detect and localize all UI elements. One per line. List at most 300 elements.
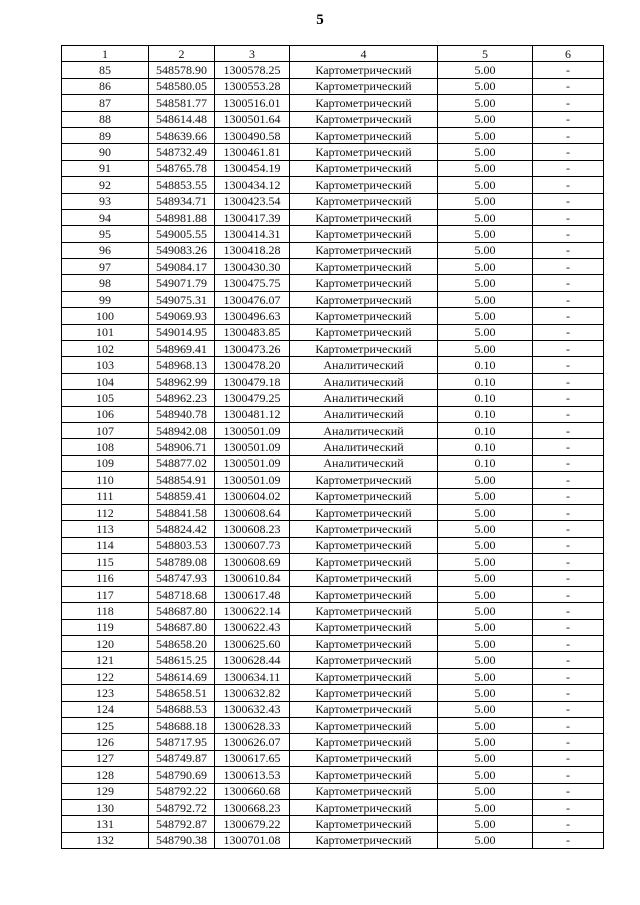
table-row (62, 95, 604, 111)
y-coordinate-cell: 1300483.85 (215, 324, 290, 340)
table-header-row (62, 46, 604, 62)
point-number-cell: 94 (62, 209, 149, 225)
accuracy-cell: 5.00 (438, 799, 533, 815)
note-cell: - (533, 341, 604, 357)
table-row (62, 406, 604, 422)
y-coordinate-cell: 1300613.53 (215, 767, 290, 783)
note-cell: - (533, 160, 604, 176)
y-coordinate-cell: 1300628.33 (215, 718, 290, 734)
y-coordinate-cell: 1300634.11 (215, 668, 290, 684)
accuracy-cell: 5.00 (438, 291, 533, 307)
x-coordinate-cell: 548658.51 (149, 685, 215, 701)
note-cell: - (533, 127, 604, 143)
point-number-cell: 91 (62, 160, 149, 176)
y-coordinate-cell: 1300701.08 (215, 832, 290, 848)
y-coordinate-cell: 1300476.07 (215, 291, 290, 307)
x-coordinate-cell: 548853.55 (149, 177, 215, 193)
accuracy-cell: 5.00 (438, 111, 533, 127)
point-number-cell: 97 (62, 259, 149, 275)
note-cell: - (533, 95, 604, 111)
table-row (62, 439, 604, 455)
note-cell: - (533, 373, 604, 389)
accuracy-cell: 5.00 (438, 160, 533, 176)
point-number-cell: 125 (62, 718, 149, 734)
note-cell: - (533, 750, 604, 766)
table-row (62, 537, 604, 553)
y-coordinate-cell: 1300501.09 (215, 422, 290, 438)
method-cell: Картометрический (290, 160, 438, 176)
note-cell: - (533, 422, 604, 438)
method-cell: Картометрический (290, 78, 438, 94)
note-cell: - (533, 275, 604, 291)
table-row (62, 193, 604, 209)
column-header: 4 (290, 46, 438, 62)
note-cell: - (533, 504, 604, 520)
table-row (62, 242, 604, 258)
table-row (62, 816, 604, 832)
accuracy-cell: 5.00 (438, 78, 533, 94)
table-row (62, 177, 604, 193)
x-coordinate-cell: 549005.55 (149, 226, 215, 242)
note-cell: - (533, 537, 604, 553)
accuracy-cell: 0.10 (438, 406, 533, 422)
table-row (62, 718, 604, 734)
table-row (62, 504, 604, 520)
table-body (62, 62, 604, 849)
accuracy-cell: 5.00 (438, 537, 533, 553)
accuracy-cell: 5.00 (438, 62, 533, 78)
note-cell: - (533, 636, 604, 652)
y-coordinate-cell: 1300553.28 (215, 78, 290, 94)
y-coordinate-cell: 1300501.09 (215, 439, 290, 455)
point-number-cell: 111 (62, 488, 149, 504)
accuracy-cell: 5.00 (438, 783, 533, 799)
x-coordinate-cell: 548940.78 (149, 406, 215, 422)
point-number-cell: 116 (62, 570, 149, 586)
x-coordinate-cell: 548789.08 (149, 554, 215, 570)
note-cell: - (533, 291, 604, 307)
note-cell: - (533, 734, 604, 750)
point-number-cell: 115 (62, 554, 149, 570)
method-cell: Картометрический (290, 570, 438, 586)
point-number-cell: 110 (62, 472, 149, 488)
y-coordinate-cell: 1300626.07 (215, 734, 290, 750)
method-cell: Аналитический (290, 439, 438, 455)
x-coordinate-cell: 548688.18 (149, 718, 215, 734)
table-row (62, 422, 604, 438)
y-coordinate-cell: 1300414.31 (215, 226, 290, 242)
page-number: 5 (316, 12, 324, 28)
point-number-cell: 126 (62, 734, 149, 750)
accuracy-cell: 5.00 (438, 324, 533, 340)
y-coordinate-cell: 1300501.09 (215, 472, 290, 488)
x-coordinate-cell: 549075.31 (149, 291, 215, 307)
x-coordinate-cell: 548688.53 (149, 701, 215, 717)
y-coordinate-cell: 1300632.82 (215, 685, 290, 701)
x-coordinate-cell: 548580.05 (149, 78, 215, 94)
column-header: 5 (438, 46, 533, 62)
table-row (62, 324, 604, 340)
x-coordinate-cell: 548614.48 (149, 111, 215, 127)
x-coordinate-cell: 548581.77 (149, 95, 215, 111)
method-cell: Аналитический (290, 406, 438, 422)
y-coordinate-cell: 1300475.75 (215, 275, 290, 291)
note-cell: - (533, 357, 604, 373)
accuracy-cell: 5.00 (438, 308, 533, 324)
point-number-cell: 106 (62, 406, 149, 422)
accuracy-cell: 5.00 (438, 636, 533, 652)
accuracy-cell: 5.00 (438, 242, 533, 258)
point-number-cell: 96 (62, 242, 149, 258)
table-row (62, 209, 604, 225)
accuracy-cell: 5.00 (438, 734, 533, 750)
method-cell: Картометрический (290, 209, 438, 225)
note-cell: - (533, 619, 604, 635)
method-cell: Аналитический (290, 455, 438, 471)
method-cell: Картометрический (290, 816, 438, 832)
x-coordinate-cell: 548792.72 (149, 799, 215, 815)
table-row (62, 127, 604, 143)
note-cell: - (533, 767, 604, 783)
accuracy-cell: 5.00 (438, 95, 533, 111)
column-header: 1 (62, 46, 149, 62)
method-cell: Картометрический (290, 193, 438, 209)
table-row (62, 685, 604, 701)
y-coordinate-cell: 1300479.25 (215, 390, 290, 406)
point-number-cell: 113 (62, 521, 149, 537)
accuracy-cell: 5.00 (438, 554, 533, 570)
y-coordinate-cell: 1300516.01 (215, 95, 290, 111)
accuracy-cell: 5.00 (438, 619, 533, 635)
x-coordinate-cell: 549083.26 (149, 242, 215, 258)
accuracy-cell: 5.00 (438, 750, 533, 766)
note-cell: - (533, 111, 604, 127)
x-coordinate-cell: 549084.17 (149, 259, 215, 275)
point-number-cell: 87 (62, 95, 149, 111)
table-row (62, 259, 604, 275)
y-coordinate-cell: 1300481.12 (215, 406, 290, 422)
point-number-cell: 103 (62, 357, 149, 373)
accuracy-cell: 5.00 (438, 226, 533, 242)
x-coordinate-cell: 548877.02 (149, 455, 215, 471)
accuracy-cell: 5.00 (438, 718, 533, 734)
x-coordinate-cell: 548639.66 (149, 127, 215, 143)
method-cell: Картометрический (290, 291, 438, 307)
y-coordinate-cell: 1300617.65 (215, 750, 290, 766)
point-number-cell: 128 (62, 767, 149, 783)
point-number-cell: 85 (62, 62, 149, 78)
method-cell: Картометрический (290, 62, 438, 78)
method-cell: Картометрический (290, 537, 438, 553)
y-coordinate-cell: 1300430.30 (215, 259, 290, 275)
note-cell: - (533, 554, 604, 570)
x-coordinate-cell: 548969.41 (149, 341, 215, 357)
x-coordinate-cell: 548615.25 (149, 652, 215, 668)
accuracy-cell: 5.00 (438, 259, 533, 275)
y-coordinate-cell: 1300625.60 (215, 636, 290, 652)
point-number-cell: 86 (62, 78, 149, 94)
accuracy-cell: 5.00 (438, 570, 533, 586)
point-number-cell: 127 (62, 750, 149, 766)
accuracy-cell: 0.10 (438, 390, 533, 406)
method-cell: Картометрический (290, 554, 438, 570)
note-cell: - (533, 439, 604, 455)
y-coordinate-cell: 1300578.25 (215, 62, 290, 78)
accuracy-cell: 5.00 (438, 472, 533, 488)
accuracy-cell: 5.00 (438, 488, 533, 504)
method-cell: Картометрический (290, 242, 438, 258)
x-coordinate-cell: 548765.78 (149, 160, 215, 176)
note-cell: - (533, 668, 604, 684)
note-cell: - (533, 472, 604, 488)
y-coordinate-cell: 1300668.23 (215, 799, 290, 815)
note-cell: - (533, 521, 604, 537)
table-row (62, 767, 604, 783)
note-cell: - (533, 242, 604, 258)
y-coordinate-cell: 1300608.23 (215, 521, 290, 537)
y-coordinate-cell: 1300417.39 (215, 209, 290, 225)
y-coordinate-cell: 1300608.69 (215, 554, 290, 570)
method-cell: Картометрический (290, 259, 438, 275)
x-coordinate-cell: 548658.20 (149, 636, 215, 652)
x-coordinate-cell: 548859.41 (149, 488, 215, 504)
note-cell: - (533, 455, 604, 471)
point-number-cell: 100 (62, 308, 149, 324)
accuracy-cell: 5.00 (438, 603, 533, 619)
method-cell: Аналитический (290, 422, 438, 438)
method-cell: Картометрический (290, 636, 438, 652)
note-cell: - (533, 718, 604, 734)
method-cell: Аналитический (290, 357, 438, 373)
point-number-cell: 123 (62, 685, 149, 701)
method-cell: Картометрический (290, 652, 438, 668)
x-coordinate-cell: 548790.38 (149, 832, 215, 848)
note-cell: - (533, 603, 604, 619)
method-cell: Картометрический (290, 619, 438, 635)
point-number-cell: 105 (62, 390, 149, 406)
method-cell: Картометрический (290, 341, 438, 357)
method-cell: Картометрический (290, 504, 438, 520)
x-coordinate-cell: 548968.13 (149, 357, 215, 373)
y-coordinate-cell: 1300490.58 (215, 127, 290, 143)
point-number-cell: 109 (62, 455, 149, 471)
point-number-cell: 101 (62, 324, 149, 340)
method-cell: Картометрический (290, 832, 438, 848)
x-coordinate-cell: 548934.71 (149, 193, 215, 209)
point-number-cell: 130 (62, 799, 149, 815)
y-coordinate-cell: 1300628.44 (215, 652, 290, 668)
x-coordinate-cell: 548790.69 (149, 767, 215, 783)
x-coordinate-cell: 548749.87 (149, 750, 215, 766)
x-coordinate-cell: 548854.91 (149, 472, 215, 488)
x-coordinate-cell: 548841.58 (149, 504, 215, 520)
x-coordinate-cell: 549069.93 (149, 308, 215, 324)
point-number-cell: 99 (62, 291, 149, 307)
table-row (62, 111, 604, 127)
accuracy-cell: 5.00 (438, 209, 533, 225)
point-number-cell: 129 (62, 783, 149, 799)
note-cell: - (533, 78, 604, 94)
y-coordinate-cell: 1300418.28 (215, 242, 290, 258)
accuracy-cell: 5.00 (438, 177, 533, 193)
point-number-cell: 107 (62, 422, 149, 438)
table-row (62, 373, 604, 389)
note-cell: - (533, 308, 604, 324)
accuracy-cell: 5.00 (438, 668, 533, 684)
method-cell: Картометрический (290, 685, 438, 701)
note-cell: - (533, 783, 604, 799)
point-number-cell: 119 (62, 619, 149, 635)
accuracy-cell: 5.00 (438, 816, 533, 832)
x-coordinate-cell: 548962.99 (149, 373, 215, 389)
accuracy-cell: 5.00 (438, 144, 533, 160)
note-cell: - (533, 62, 604, 78)
accuracy-cell: 5.00 (438, 193, 533, 209)
y-coordinate-cell: 1300501.64 (215, 111, 290, 127)
table-row (62, 341, 604, 357)
note-cell: - (533, 685, 604, 701)
table-row (62, 275, 604, 291)
point-number-cell: 131 (62, 816, 149, 832)
x-coordinate-cell: 548962.23 (149, 390, 215, 406)
y-coordinate-cell: 1300461.81 (215, 144, 290, 160)
x-coordinate-cell: 548803.53 (149, 537, 215, 553)
coordinates-table (61, 45, 604, 849)
method-cell: Картометрический (290, 226, 438, 242)
x-coordinate-cell: 548614.69 (149, 668, 215, 684)
method-cell: Картометрический (290, 111, 438, 127)
column-header: 3 (215, 46, 290, 62)
point-number-cell: 90 (62, 144, 149, 160)
table-row (62, 701, 604, 717)
method-cell: Картометрический (290, 127, 438, 143)
column-header: 6 (533, 46, 604, 62)
x-coordinate-cell: 548687.80 (149, 619, 215, 635)
x-coordinate-cell: 548942.08 (149, 422, 215, 438)
accuracy-cell: 0.10 (438, 422, 533, 438)
accuracy-cell: 5.00 (438, 341, 533, 357)
note-cell: - (533, 390, 604, 406)
x-coordinate-cell: 548792.87 (149, 816, 215, 832)
table-row (62, 308, 604, 324)
accuracy-cell: 5.00 (438, 504, 533, 520)
accuracy-cell: 5.00 (438, 521, 533, 537)
table-row (62, 668, 604, 684)
accuracy-cell: 5.00 (438, 127, 533, 143)
note-cell: - (533, 209, 604, 225)
y-coordinate-cell: 1300607.73 (215, 537, 290, 553)
note-cell: - (533, 799, 604, 815)
table-row (62, 160, 604, 176)
note-cell: - (533, 701, 604, 717)
y-coordinate-cell: 1300478.20 (215, 357, 290, 373)
x-coordinate-cell: 548687.80 (149, 603, 215, 619)
accuracy-cell: 0.10 (438, 357, 533, 373)
table-row (62, 783, 604, 799)
method-cell: Картометрический (290, 275, 438, 291)
table-row (62, 226, 604, 242)
note-cell: - (533, 406, 604, 422)
accuracy-cell: 5.00 (438, 652, 533, 668)
note-cell: - (533, 816, 604, 832)
point-number-cell: 121 (62, 652, 149, 668)
table-row (62, 636, 604, 652)
x-coordinate-cell: 548981.88 (149, 209, 215, 225)
accuracy-cell: 5.00 (438, 586, 533, 602)
table-row (62, 570, 604, 586)
point-number-cell: 124 (62, 701, 149, 717)
table-row (62, 619, 604, 635)
point-number-cell: 98 (62, 275, 149, 291)
y-coordinate-cell: 1300496.63 (215, 308, 290, 324)
y-coordinate-cell: 1300608.64 (215, 504, 290, 520)
y-coordinate-cell: 1300434.12 (215, 177, 290, 193)
point-number-cell: 89 (62, 127, 149, 143)
method-cell: Аналитический (290, 390, 438, 406)
note-cell: - (533, 586, 604, 602)
table-row (62, 78, 604, 94)
point-number-cell: 112 (62, 504, 149, 520)
point-number-cell: 104 (62, 373, 149, 389)
y-coordinate-cell: 1300660.68 (215, 783, 290, 799)
table-row (62, 291, 604, 307)
accuracy-cell: 5.00 (438, 275, 533, 291)
table-row (62, 554, 604, 570)
method-cell: Картометрический (290, 177, 438, 193)
method-cell: Картометрический (290, 783, 438, 799)
point-number-cell: 102 (62, 341, 149, 357)
accuracy-cell: 0.10 (438, 373, 533, 389)
x-coordinate-cell: 548792.22 (149, 783, 215, 799)
table-row (62, 472, 604, 488)
method-cell: Картометрический (290, 603, 438, 619)
method-cell: Картометрический (290, 95, 438, 111)
method-cell: Картометрический (290, 701, 438, 717)
note-cell: - (533, 570, 604, 586)
y-coordinate-cell: 1300679.22 (215, 816, 290, 832)
note-cell: - (533, 193, 604, 209)
point-number-cell: 88 (62, 111, 149, 127)
method-cell: Картометрический (290, 750, 438, 766)
y-coordinate-cell: 1300454.19 (215, 160, 290, 176)
method-cell: Аналитический (290, 373, 438, 389)
point-number-cell: 120 (62, 636, 149, 652)
table-row (62, 750, 604, 766)
method-cell: Картометрический (290, 668, 438, 684)
method-cell: Картометрический (290, 488, 438, 504)
table-row (62, 521, 604, 537)
table-row (62, 357, 604, 373)
y-coordinate-cell: 1300610.84 (215, 570, 290, 586)
note-cell: - (533, 324, 604, 340)
method-cell: Картометрический (290, 767, 438, 783)
y-coordinate-cell: 1300473.26 (215, 341, 290, 357)
accuracy-cell: 5.00 (438, 832, 533, 848)
method-cell: Картометрический (290, 718, 438, 734)
y-coordinate-cell: 1300617.48 (215, 586, 290, 602)
method-cell: Картометрический (290, 799, 438, 815)
table-row (62, 586, 604, 602)
table-row (62, 832, 604, 848)
x-coordinate-cell: 548747.93 (149, 570, 215, 586)
column-header: 2 (149, 46, 215, 62)
table-row (62, 799, 604, 815)
table-row (62, 455, 604, 471)
x-coordinate-cell: 548718.68 (149, 586, 215, 602)
table-row (62, 144, 604, 160)
note-cell: - (533, 652, 604, 668)
point-number-cell: 132 (62, 832, 149, 848)
